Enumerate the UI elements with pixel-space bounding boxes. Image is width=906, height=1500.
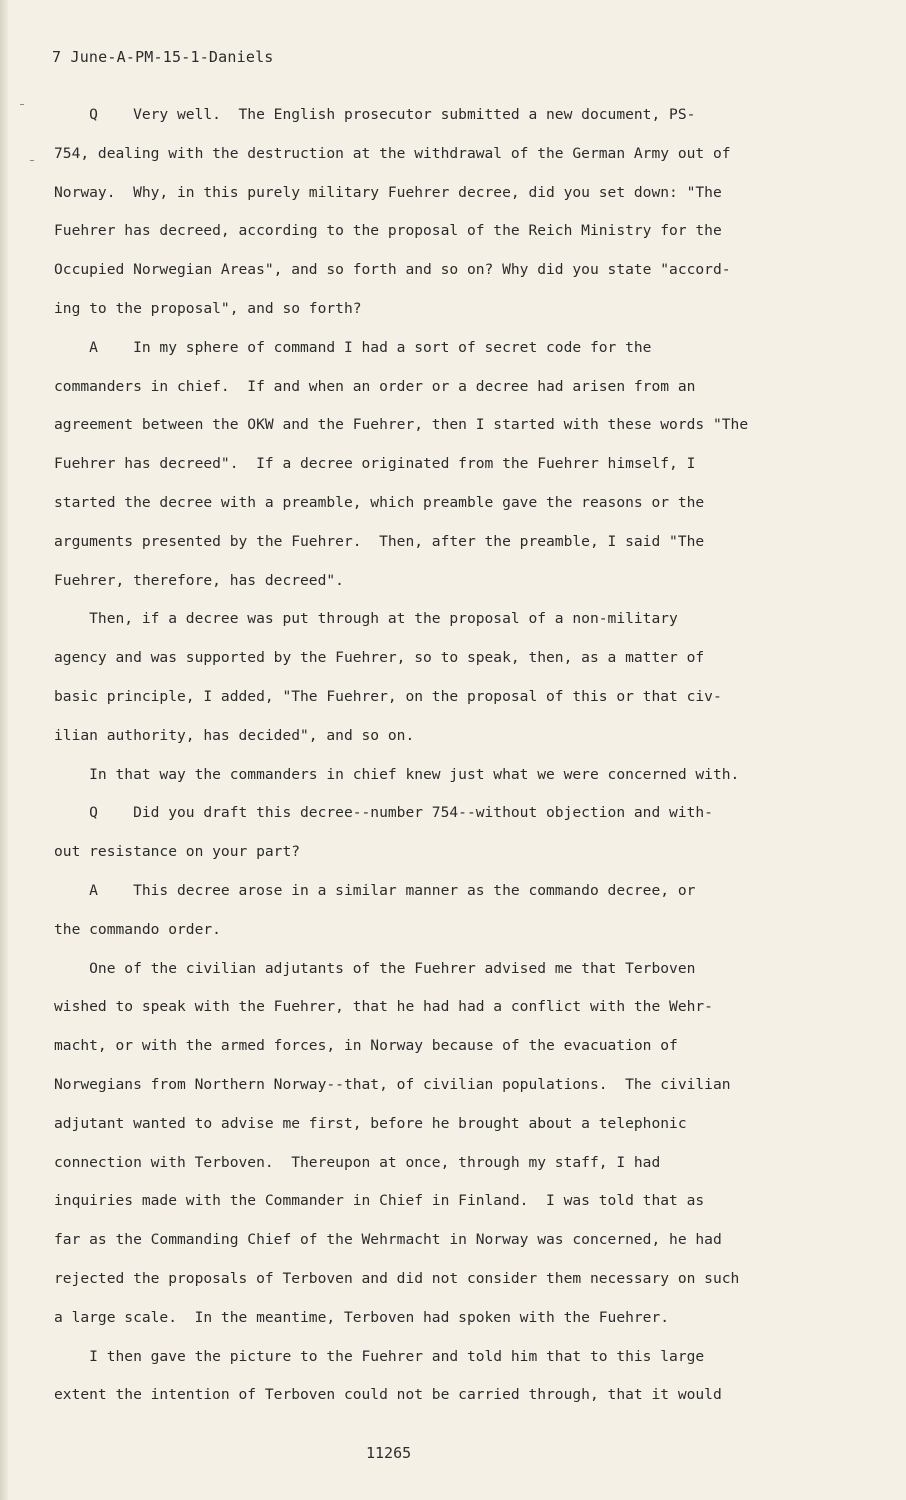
text-line: adjutant wanted to advise me first, before he brought about a telephonic xyxy=(54,1114,687,1132)
text-line: far as the Commanding Chief of the Wehrmacht in Norway was concerned, he had xyxy=(54,1231,722,1249)
text-line: ing to the proposal", and so forth? xyxy=(54,299,362,317)
page-number: 11265 xyxy=(366,1444,412,1462)
text-line: basic principle, I added, "The Fuehrer, on the proposal of this or that civ- xyxy=(54,687,722,705)
text-line: A This decree arose in a similar manner as the commando decree, or xyxy=(54,881,696,899)
text-line: 754, dealing with the destruction at the withdrawal of the German Army out of xyxy=(54,144,731,162)
text-line: ilian authority, has decided", and so on. xyxy=(54,726,415,744)
text-line: commanders in chief. If and when an order or a decree had arisen from an xyxy=(54,377,696,395)
text-line: I then gave the picture to the Fuehrer and told him that to this large xyxy=(54,1347,705,1365)
text-line: agency and was supported by the Fuehrer, so to speak, then, as a matter of xyxy=(54,649,705,667)
margin-mark xyxy=(20,104,24,105)
text-line: Q Very well. The English prosecutor submitted a new document, PS- xyxy=(54,106,696,123)
margin-mark xyxy=(30,160,34,161)
text-line: Fuehrer has decreed". If a decree originated from the Fuehrer himself, I xyxy=(54,455,696,473)
text-line: extent the intention of Terboven could not be carried through, that it would xyxy=(54,1386,722,1404)
text-line: A In my sphere of command I had a sort of secret code for the xyxy=(54,338,652,356)
text-line: a large scale. In the meantime, Terboven had spoken with the Fuehrer. xyxy=(54,1308,670,1326)
text-line: wished to speak with the Fuehrer, that he had had a conflict with the Wehr- xyxy=(54,998,713,1016)
text-line: started the decree with a preamble, which preamble gave the reasons or the xyxy=(54,493,705,511)
text-line: rejected the proposals of Terboven and did not consider them necessary on such xyxy=(54,1269,740,1287)
text-line: Occupied Norwegian Areas", and so forth and so on? Why did you state "accord- xyxy=(54,261,731,279)
text-line: connection with Terboven. Thereupon at once, through my staff, I had xyxy=(54,1153,661,1171)
text-line: One of the civilian adjutants of the Fuehrer advised me that Terboven xyxy=(54,959,696,977)
page-left-edge xyxy=(0,0,8,1500)
document-header: 7 June-A-PM-15-1-Daniels xyxy=(52,48,274,66)
text-line: macht, or with the armed forces, in Norway because of the evacuation of xyxy=(54,1037,678,1055)
text-line: Fuehrer, therefore, has decreed". xyxy=(54,571,344,589)
text-line: out resistance on your part? xyxy=(54,843,301,861)
document-body xyxy=(54,96,824,1415)
text-line: arguments presented by the Fuehrer. Then, after the preamble, I said "The xyxy=(54,532,705,550)
text-line: In that way the commanders in chief knew just what we were concerned with. xyxy=(54,765,740,783)
text-line: Norway. Why, in this purely military Fuehrer decree, did you set down: "The xyxy=(54,183,722,201)
text-line: the commando order. xyxy=(54,920,221,938)
text-line: Fuehrer has decreed, according to the proposal of the Reich Ministry for the xyxy=(54,222,722,240)
text-line: Q Did you draft this decree--number 754--without objection and with- xyxy=(54,804,713,822)
text-line: agreement between the OKW and the Fuehrer, then I started with these words "The xyxy=(54,416,749,434)
text-line: Norwegians from Northern Norway--that, of civilian populations. The civilian xyxy=(54,1075,731,1093)
text-line: inquiries made with the Commander in Chief in Finland. I was told that as xyxy=(54,1192,705,1210)
text-line: Then, if a decree was put through at the proposal of a non-military xyxy=(54,610,678,628)
